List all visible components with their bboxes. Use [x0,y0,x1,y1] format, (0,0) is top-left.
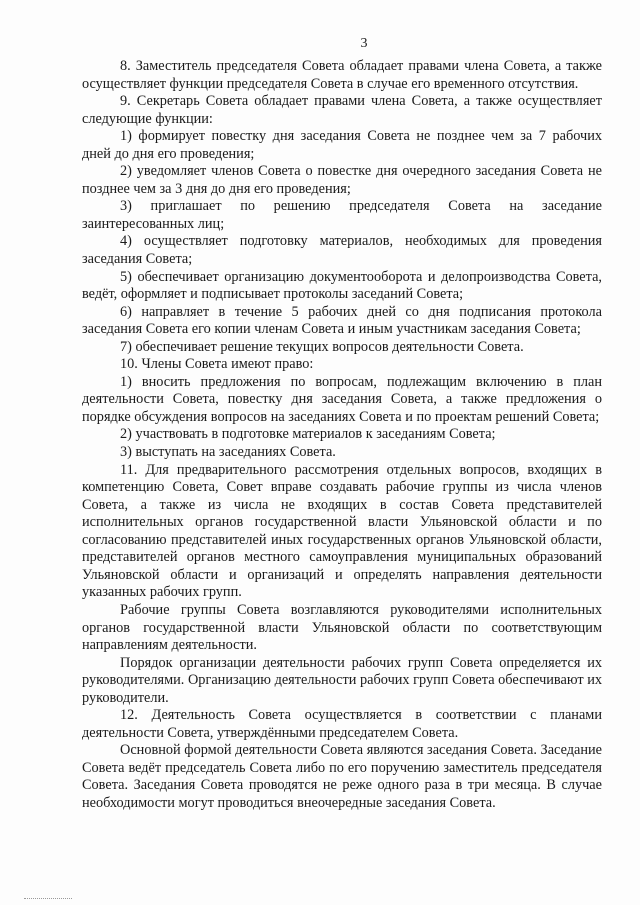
secretary-function-3: 3) приглашает по решению председателя Совета на заседание заинтересованных лиц; [82,198,602,232]
working-groups-procedure: Порядок организации деятельности рабочих групп Совета определяется их руководителями. Организацию деятельности рабочих групп Совета обеспечивают их руководители. [82,654,602,706]
member-right-3: 3) выступать на заседаниях Совета. [120,444,336,461]
working-groups-leadership: Рабочие группы Совета возглавляются руководителями исполнительных органов государственной власти Ульяновской области по соответствующим направлениям деятельности. [82,601,602,654]
member-right-1: 1) вносить предложения по вопросам, подлежащим включению в план деятельности Совета, повестку дня заседания Совета, а также предложения о порядке обсуждения вопросов на заседаниях Совета и по проектам решений Совета; [82,373,602,425]
member-right-2: 2) участвовать в подготовке материалов к заседаниям Совета; [120,426,496,443]
paragraph-9-secretary: 9. Секретарь Совета обладает правами члена Совета, а также осуществляет следующие функции: [82,93,602,127]
paragraph-11-working-groups: 11. Для предварительного рассмотрения отдельных вопросов, входящих в компетенцию Совета, Совет вправе создавать рабочие группы из числа членов Совета, а также из числа не входящих в состав Совета представителей исполнительных органов государственной власти Ульяновской области и по согласованию представителей иных государственных органов Ульяновской области, представителей органов местного самоуправления муниципальных образований Ульяновской области и организаций и определять направления деятельности указанных рабочих групп. [82,461,602,601]
secretary-function-4: 4) осуществляет подготовку материалов, необходимых для проведения заседания Совета; [82,233,602,268]
paragraph-8-deputy-chairman: 8. Заместитель председателя Совета обладает правами члена Совета, а также осуществляет функции председателя Совета в случае его временного отсутствия. [82,58,602,92]
paragraph-10-member-rights: 10. Члены Совета имеют право: [120,356,314,373]
secretary-function-6: 6) направляет в течение 5 рабочих дней со дня подписания протокола заседания Совета его копии членам Совета и иным участникам заседания Совета; [82,303,602,338]
secretary-function-5: 5) обеспечивает организацию документооборота и делопроизводства Совета, ведёт, оформляет и подписывает протоколы заседаний Совета; [82,268,602,303]
secretary-function-1: 1) формирует повестку дня заседания Совета не позднее чем за 7 рабочих дней до дня его проведения; [82,128,602,162]
secretary-function-2: 2) уведомляет членов Совета о повестке дня очередного заседания Совета не позднее чем за 3 дня до дня его проведения; [82,163,602,197]
council-meetings-form: Основной формой деятельности Совета являются заседания Совета. Заседание Совета ведёт председатель Совета либо по его поручению заместитель председателя Совета. Заседания Совета проводятся не реже одного раза в три месяца. В случае необходимости могут проводиться внеочередные заседания Совета. [82,742,602,811]
page-number: 3 [360,36,368,51]
scan-artifact-mark [24,898,72,899]
secretary-function-7: 7) обеспечивает решение текущих вопросов деятельности Совета. [120,338,524,355]
paragraph-12-council-activity: 12. Деятельность Совета осуществляется в соответствии с планами деятельности Совета, утверждёнными председателем Совета. [82,707,602,741]
document-body [82,58,602,813]
